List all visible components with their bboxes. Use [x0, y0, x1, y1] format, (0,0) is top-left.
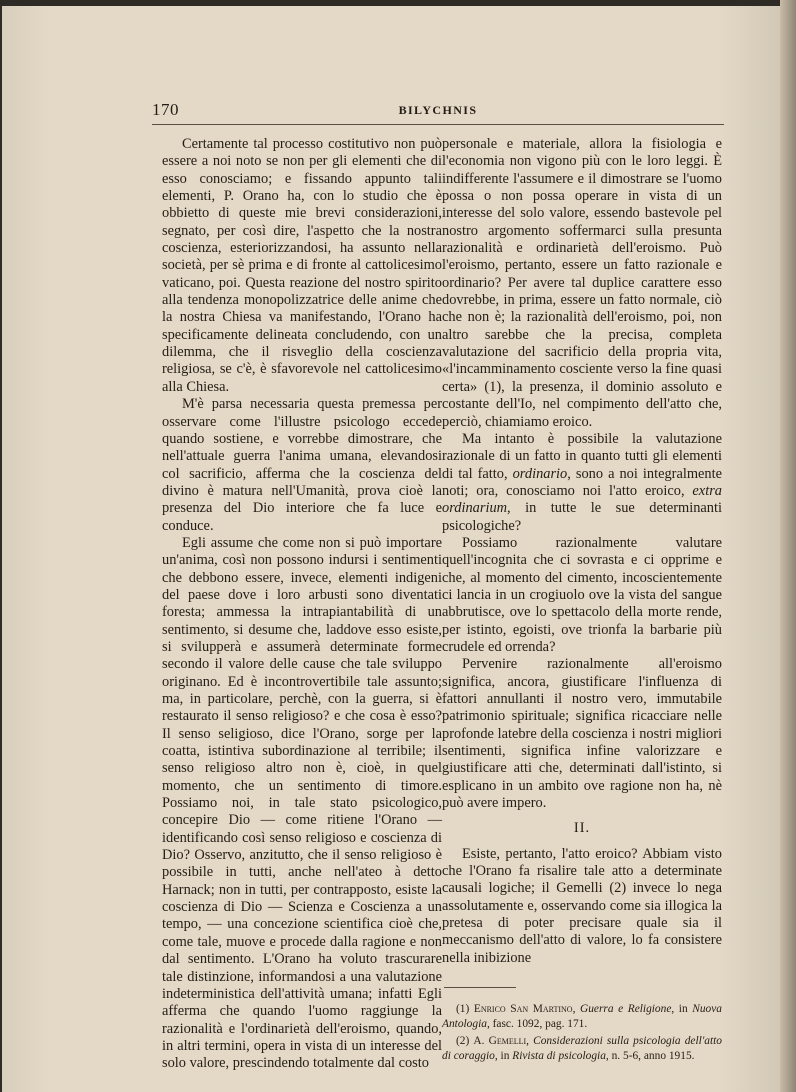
footnote	[442, 1002, 722, 1032]
footnote-journal: Rivista di psicologia	[512, 1050, 606, 1063]
paragraph-text: , sono a noi integralmente noti; ora, conosciamo noi l'atto eroico,	[442, 465, 722, 499]
paragraph-continued	[442, 136, 722, 431]
paragraph: Egli assume che come non si può importare un'anima, così non possono indursi i sentimenti che debbono essere, invece, elementi indigeni del paese dove i loro arbusti sono diventati foresta; ammessa la intrapiantabilità di un sentimento, si desume che, laddove esso esiste, si svilupperà e assumerà determinate forme secondo il valore delle cause che tale sviluppo originano. Ed è incontrovertibile tale assunto; ma, in particolare, perchè, con la guerra, si è restaurato il senso religioso? e che cosa è esso? Il senso seligioso, dice l'Orano, sorge per la coatta, istintiva subordinazione al terribile; il senso religioso altro non è, cioè, in quel momento, che un sentimento di timore. Possiamo noi, in tale stato psicologico, concepire Dio — come ritiene l'Orano — identificando così senso religioso e coscienza di Dio? Osservo, anzitutto, che il senso religioso è possibile in tutti, anche nell'ateo à detto Harnack; non in tutti, per contrapposto, esiste la coscienza di Dio — Scienza e Coscienza a un tempo, — una concezione scientifica cioè che, come tale, muove e procede dalla ragione e non dal sentimento. L'Orano ha voluto trascurare tale distinzione, informandosi a una valutazione indeterministica dell'attività umana; infatti Egli afferma che quando l'uomo raggiunge la razionalità e l'ordinarietà dell'eroismo, quando, in altri termini, opera in vista di un interesse del solo valore, prescindendo totalmente dal costo	[162, 534, 442, 1072]
paragraph: Certamente tal processo costitutivo non può essere a noi noto se non per gli elementi che di esso conosciamo; e fissando appunto tali elementi, P. Orano ha, con lo studio che è obbietto di queste mie brevi considerazioni, segnato, per così dire, l'aspetto che la nostra coscienza, esteriorizzandosi, ha assunto nella società, per sè prima e di fronte al cattolicesimo vaticano, poi. Questa reazione del nostro spirito alla tendenza monopolizzatrice delle anime che la nostra Chiesa va manifestando, l'Orano ha specificamente delineata concludendo, con un dilemma, che il risveglio della coscienza religiosa, se c'è, è sfavorevole nel cattolicesimo alla Chiesa.	[162, 136, 442, 395]
journal-title: BILYCHNIS	[398, 103, 478, 117]
footnote	[442, 1034, 722, 1064]
footnote-reference[interactable]: (2)	[609, 880, 627, 897]
footnote-details: , fasc. 1092, pag. 171.	[486, 1018, 588, 1031]
paragraph-text: invece lo nega assolutamente e, osservando come sia illogica la pretesa di poter precisare quale sia il meccanismo dell'atto di valore, lo fa consistere nella inibizione	[442, 880, 723, 966]
page-edge	[780, 0, 796, 1092]
paragraph: M'è parsa necessaria questa premessa per osservare come l'illustre psicologo eccede quando sostiene, e vorrebbe dimostrare, che nell'attuale guerra l'anima umana, elevandosi col sacrificio, afferma che la coscienza del divino è matura nell'Umanità, prova cioè la presenza del Dio interiore che fa luce e conduce.	[162, 396, 442, 534]
footnote-title: Considerazioni sulla psicologia dell'atto di coraggio	[442, 1035, 722, 1063]
paragraph-text: personale e materiale, allora la fisiologia e l'economia non vigono più con le loro leggi. È indifferente l'assumere e il dimostrare se l'uomo possa o non possa operare in vista di un interesse del solo valore, essendo bastevole pel nostro argomento soffermarci sulla presunta razionalità e ordinarietà dell'eroismo. Può l'eroismo, pertanto, essere un fatto razionale e ordinario? Per avere tal duplice carattere esso dovrebbe, in prima, essere un fatto normale, ciò che non è; la razionalità dell'eroismo, poi, non altro sarebbe che la precisa, completa valutazione del sacrificio della propria vita, «l'incamminamento cosciente verso la fine quasi certa»	[442, 136, 722, 395]
footnote-details: , n. 5-6, anno 1915.	[605, 1050, 695, 1063]
footnote-separator: , in	[671, 1003, 693, 1016]
paragraph	[442, 846, 722, 967]
paragraph: Pervenire razionalmente all'eroismo significa, ancora, giustificare l'influenza di fattori annullanti il nostro vero, immutabile patrimonio spirituale; significa ricacciare nelle profonde latebre della coscienza i nostri migliori sentimenti, significa infine valorizzare e giustificare atti che, determinati dall'istinto, si esplicano in un ambito ove ragione non ha, nè può avere impero.	[442, 656, 722, 812]
emphasis-text: extra ordinarium	[442, 482, 722, 517]
footnote-separator: ,	[572, 1003, 581, 1016]
page-number: 170	[152, 100, 179, 119]
paragraph-text: Ma intanto è possibile la valutazione razionale di un fatto in quanto tutti gli elementi di tal fatto,	[442, 430, 722, 482]
footnote-marker: (1)	[456, 1003, 470, 1016]
footnote-journal: Nuova Antologia	[442, 1003, 722, 1031]
left-column	[162, 136, 442, 1073]
paragraph-text: Esiste, pertanto, l'atto eroico? Abbiam visto che l'Orano fa risalire tale atto a determinate causali logiche; il Gemelli	[442, 845, 722, 897]
paragraph: Possiamo razionalmente valutare quell'incognita che ci sovrasta e ci opprime e che, al momento del cimento, incoscientemente ci lancia in un crogiuolo ove la vista del sangue abbrutisce, ove lo spettacolo della morte rende, per istinto, egoisti, ove trionfa la barbarie più crudele ed orrenda?	[442, 534, 722, 655]
paragraph-text: , la presenza, il dominio assoluto e costante dell'Io, nel compimento dell'atto che, perciò, chiamiamo eroico.	[442, 378, 722, 430]
footnote-rule	[444, 987, 516, 988]
footnote-separator: ,	[526, 1035, 534, 1048]
running-head	[152, 100, 724, 122]
footnote-reference[interactable]: (1)	[484, 378, 502, 395]
right-column	[442, 136, 722, 1066]
header-rule	[152, 124, 724, 125]
footnote-author: A. Gemelli	[473, 1035, 527, 1048]
footnote-marker: (2)	[456, 1035, 470, 1048]
emphasis-text: ordinario	[512, 465, 568, 482]
section-heading: II.	[573, 820, 591, 837]
footnote-author: Enrico San Martino	[473, 1003, 573, 1016]
paragraph	[442, 431, 722, 535]
paragraph-text: , in tutte le sue determinanti psicologiche?	[442, 500, 722, 534]
footnote-separator: , in	[494, 1050, 513, 1063]
footnote-title: Guerra e Religione	[580, 1003, 672, 1016]
